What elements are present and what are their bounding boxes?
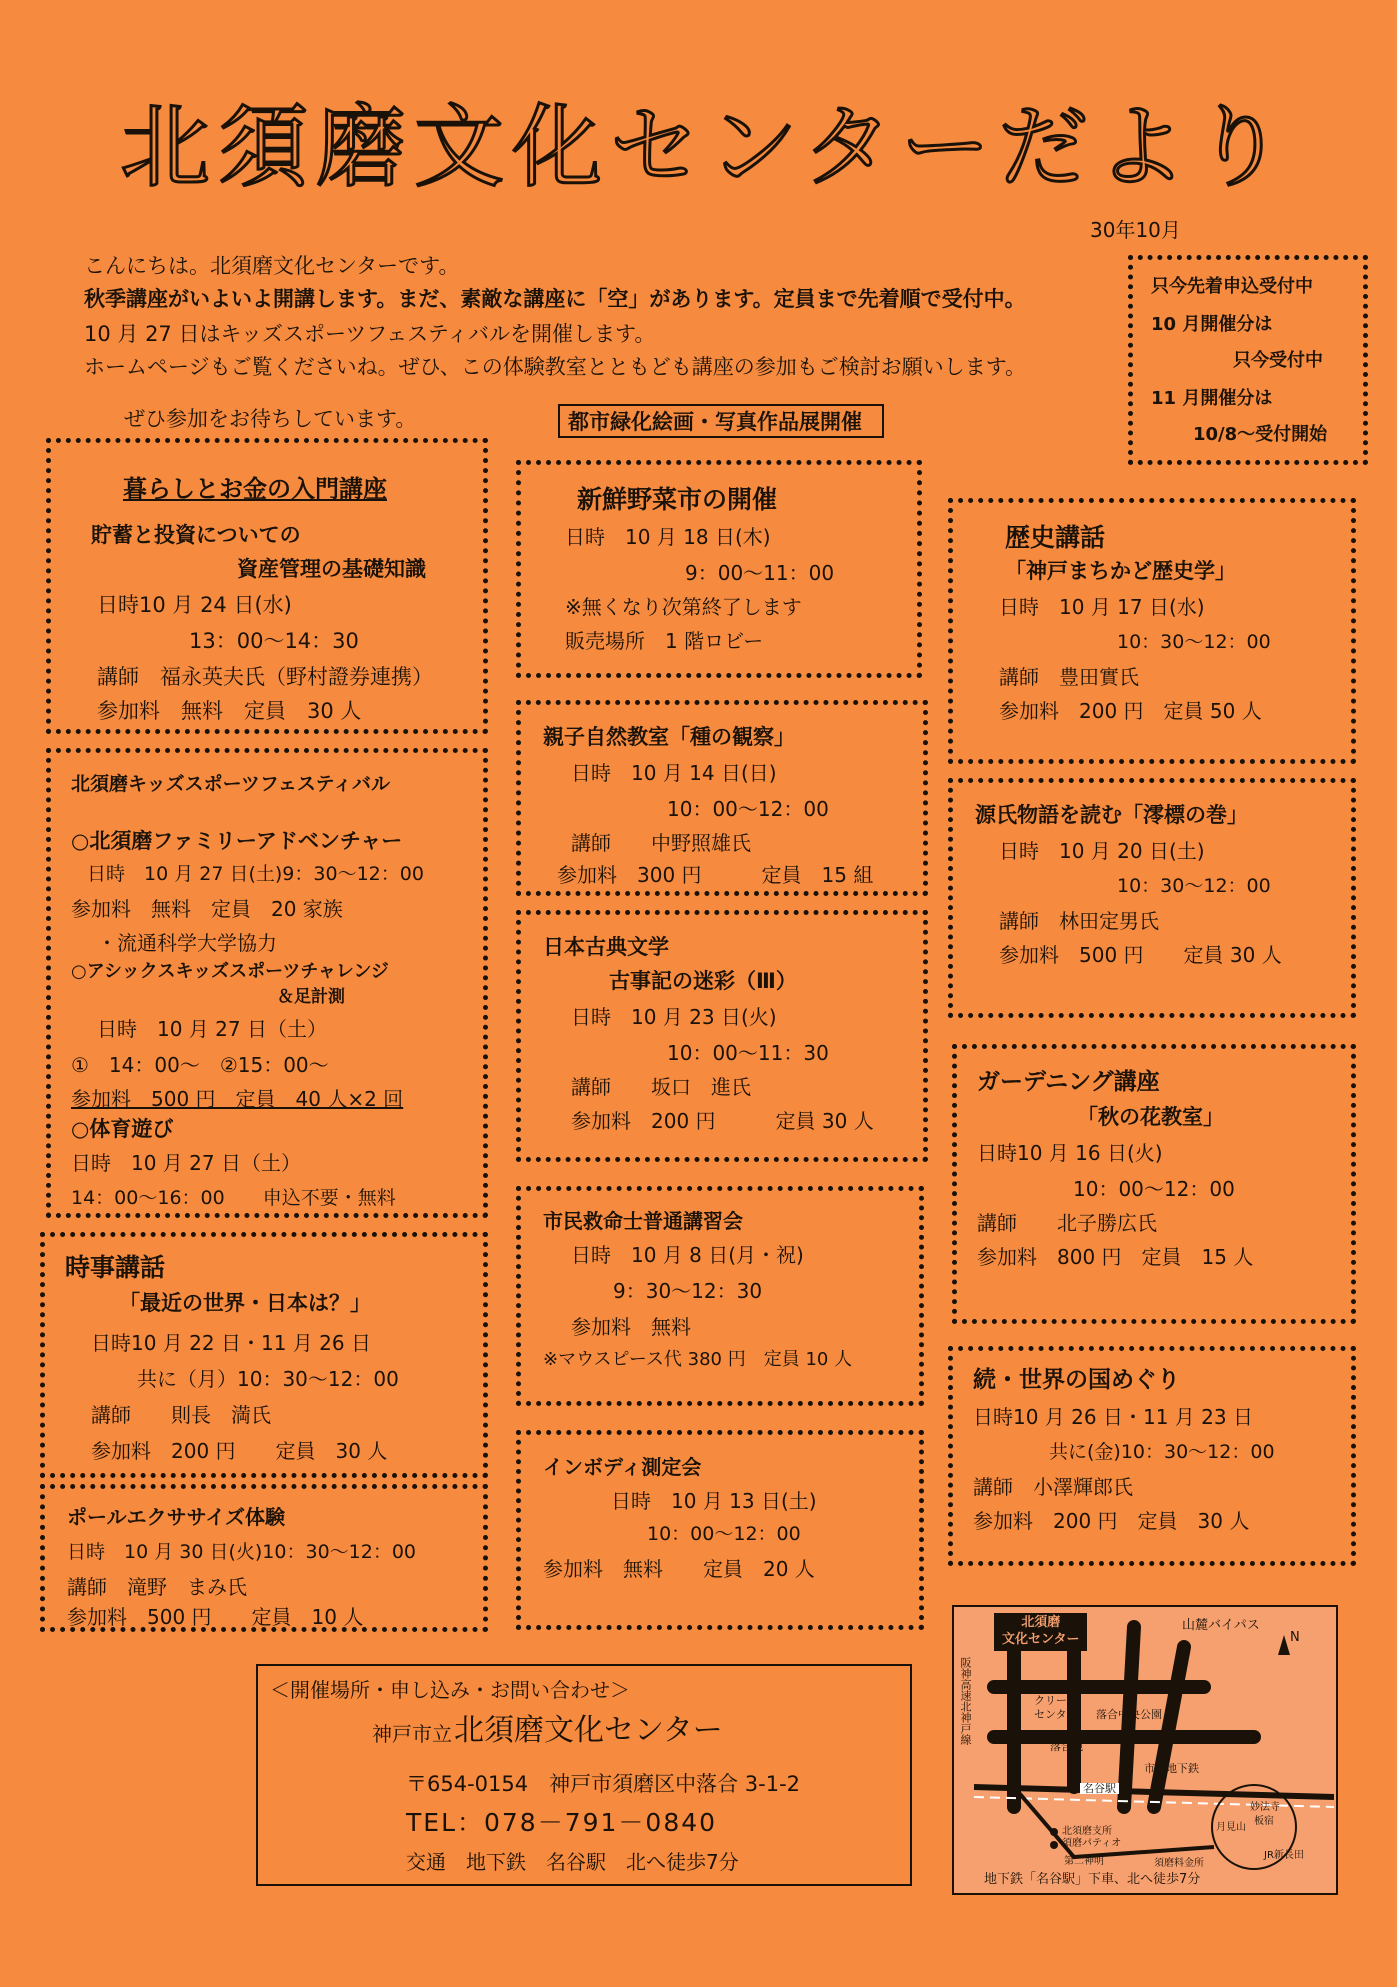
pole-date: 日時 10 月 30 日(火)10：30～12：00 <box>67 1541 417 1563</box>
history-date: 日時 10 月 17 日(水) <box>999 595 1205 619</box>
kids-b-time: ① 14：00～ ②15：00～ <box>71 1053 329 1077</box>
news-sub: 「最近の世界・日本は？」 <box>119 1291 371 1315</box>
exhibition-banner <box>558 404 884 438</box>
map-dot-1 <box>1050 1828 1058 1836</box>
rescue-date: 日時 10 月 8 日(月・祝) <box>571 1243 804 1267</box>
intro-line-2: 秋季講座がいよいよ開講します。まだ、素敵な講座に「空」があります。定員まで先着順で受付中。 <box>84 287 1026 311</box>
map-label-8: 第二神明 <box>1064 1856 1104 1867</box>
map-dot-2 <box>1050 1841 1058 1849</box>
vege-note: ※無くなり次第終了します <box>565 595 802 619</box>
nature-date: 日時 10 月 14 日(日) <box>571 761 777 785</box>
inbody-date: 日時 10 月 13 日(土) <box>611 1489 817 1513</box>
garden-fee: 参加料 800 円 定員 15 人 <box>977 1245 1254 1269</box>
nature-lecturer: 講師 中野照雄氏 <box>571 831 751 855</box>
money-lecturer: 講師 福永英夫氏（野村證券連携） <box>97 665 433 689</box>
map-road-label: 阪神高速北神戸線 <box>959 1657 972 1745</box>
kids-title: 北須磨キッズスポーツフェスティバル <box>71 773 391 795</box>
history-title: 歴史講話 <box>1005 523 1106 552</box>
history-sub: 「神戸まちかど歴史学」 <box>1005 559 1236 583</box>
garden-time: 10：00～12：00 <box>1073 1177 1235 1201</box>
map-label-12: JR新長田 <box>1264 1850 1304 1861</box>
intro-line-3: 10 月 27 日はキッズスポーツフェスティバルを開催します。 <box>84 322 656 346</box>
kids-b-title: ○アシックスキッズスポーツチャレンジ <box>71 961 389 982</box>
news-lecturer: 講師 則長 満氏 <box>91 1403 271 1427</box>
vege-title: 新鮮野菜市の開催 <box>577 485 778 514</box>
rescue-title: 市民救命士普通講習会 <box>543 1209 743 1233</box>
money-time: 13：00～14：30 <box>189 629 359 653</box>
course-box-nature <box>516 700 928 896</box>
map-label-5: 名谷駅 <box>1080 1783 1119 1794</box>
vege-place: 販売場所 1 階ロビー <box>565 629 764 653</box>
notice-line-1: 只今先着申込受付中 <box>1151 276 1313 297</box>
genji-date: 日時 10 月 20 日(土) <box>999 839 1205 863</box>
map-north: N <box>1290 1630 1300 1645</box>
genji-time: 10：30～12：00 <box>1117 875 1271 897</box>
classic-title: 日本古典文学 <box>543 935 669 959</box>
nature-fee: 参加料 300 円 定員 15 組 <box>557 863 874 887</box>
world-date: 日時10 月 26 日・11 月 23 日 <box>973 1405 1253 1429</box>
kids-a-title: ○北須磨ファミリーアドベンチャー <box>71 829 403 853</box>
money-date: 日時10 月 24 日(水) <box>97 593 292 617</box>
money-title: 暮らしとお金の入門講座 <box>123 475 387 503</box>
course-box-rescue <box>516 1186 924 1406</box>
world-fee: 参加料 200 円 定員 30 人 <box>973 1509 1250 1533</box>
classic-lecturer: 講師 坂口 進氏 <box>571 1075 751 1099</box>
classic-time: 10：00～11：30 <box>667 1041 829 1065</box>
vege-date: 日時 10 月 18 日(木) <box>565 525 771 549</box>
newsletter-title: 北須磨文化センターだより <box>120 95 1293 200</box>
kids-c-date: 日時 10 月 27 日（土） <box>71 1151 301 1175</box>
intro-line-5: ぜひ参加をお待ちしています。 <box>124 407 417 431</box>
classic-date: 日時 10 月 23 日(火) <box>571 1005 777 1029</box>
map-center-label-1: 北須磨 <box>1021 1615 1061 1630</box>
garden-date: 日時10 月 16 日(火) <box>977 1141 1163 1165</box>
rescue-fee: 参加料 無料 <box>571 1315 691 1339</box>
map-label-7: 須磨パティオ <box>1062 1838 1122 1849</box>
notice-line-2: 10 月開催分は <box>1151 314 1273 335</box>
genji-fee: 参加料 500 円 定員 30 人 <box>999 943 1282 967</box>
kids-a-date: 日時 10 月 27 日(土)9：30～12：00 <box>87 863 424 885</box>
contact-tel: TEL：078－791－0840 <box>406 1808 718 1837</box>
course-box-world <box>948 1346 1356 1566</box>
pole-lecturer: 講師 滝野 まみ氏 <box>67 1575 247 1599</box>
exhibition-text: 都市緑化絵画・写真作品展開催 <box>568 410 862 434</box>
classic-fee: 参加料 200 円 定員 30 人 <box>571 1109 874 1133</box>
map-center-marker <box>994 1613 1087 1651</box>
course-box-history <box>948 498 1356 764</box>
rescue-time: 9：30～12：30 <box>613 1279 763 1303</box>
news-time: 共に（月）10：30～12：00 <box>137 1367 399 1391</box>
map-label-3: 落合池 <box>1050 1740 1083 1753</box>
news-fee: 参加料 200 円 定員 30 人 <box>91 1439 388 1463</box>
notice-line-4: 11 月開催分は <box>1151 388 1273 409</box>
map-label-1: センター <box>1034 1708 1078 1721</box>
pole-fee: 参加料 500 円 定員 10 人 <box>67 1605 364 1629</box>
kids-a-fee: 参加料 無料 定員 20 家族 <box>71 897 343 921</box>
course-box-classic <box>516 910 928 1162</box>
rescue-note: ※マウスピース代 380 円 定員 10 人 <box>543 1349 853 1370</box>
course-box-money <box>46 438 488 734</box>
genji-lecturer: 講師 林田定男氏 <box>999 909 1159 933</box>
notice-line-5: 10/8～受付開始 <box>1193 424 1328 445</box>
map-center-label-2: 文化センター <box>1002 1631 1080 1647</box>
map-label-10: 板宿 <box>1254 1816 1274 1827</box>
application-notice-box <box>1128 255 1368 465</box>
course-box-news <box>40 1232 488 1478</box>
inbody-fee: 参加料 無料 定員 20 人 <box>543 1557 815 1581</box>
notice-line-3: 只今受付中 <box>1233 350 1323 371</box>
kids-c-time: 14：00～16：00 申込不要・無料 <box>71 1187 396 1209</box>
nature-time: 10：00～12：00 <box>667 797 829 821</box>
contact-box <box>256 1664 912 1886</box>
world-lecturer: 講師 小澤輝郎氏 <box>973 1475 1133 1499</box>
pole-title: ポールエクササイズ体験 <box>67 1505 285 1529</box>
course-box-inbody <box>516 1430 924 1630</box>
map-label-2: 落合中央公園 <box>1096 1708 1162 1721</box>
inbody-time: 10：00～12：00 <box>647 1523 801 1545</box>
world-title: 続・世界の国めぐり <box>973 1367 1180 1393</box>
course-box-kids <box>46 748 488 1218</box>
money-sub2: 資産管理の基礎知識 <box>237 557 426 581</box>
map-label-0: クリーン <box>1034 1694 1078 1707</box>
kids-b-fee: 参加料 500 円 定員 40 人×2 回 <box>71 1087 404 1111</box>
contact-heading: ＜開催場所・申し込み・お問い合わせ＞ <box>270 1678 630 1702</box>
garden-title: ガーデニング講座 <box>977 1069 1160 1095</box>
access-map <box>952 1605 1338 1895</box>
news-title: 時事講話 <box>65 1253 166 1282</box>
map-label-9: 妙法寺 <box>1250 1802 1280 1813</box>
nature-title: 親子自然教室「種の観察」 <box>543 725 795 749</box>
course-box-garden <box>952 1044 1356 1324</box>
news-date: 日時10 月 22 日・11 月 26 日 <box>91 1331 371 1355</box>
course-box-genji <box>948 778 1356 1018</box>
map-label-4: 市営地下鉄 <box>1144 1762 1199 1775</box>
north-arrow-icon <box>1278 1635 1290 1655</box>
map-bypass: 山麓バイパス <box>1182 1618 1260 1633</box>
map-label-11: 月見山 <box>1216 1822 1246 1833</box>
garden-lecturer: 講師 北子勝広氏 <box>977 1211 1157 1235</box>
issue-date: 30年10月 <box>1090 218 1181 242</box>
money-sub1: 貯蓄と投資についての <box>91 523 301 547</box>
history-fee: 参加料 200 円 定員 50 人 <box>999 699 1262 723</box>
world-time: 共に(金)10：30～12：00 <box>1049 1441 1275 1463</box>
inbody-title: インボディ測定会 <box>543 1455 702 1479</box>
intro-line-1: こんにちは。北須磨文化センターです。 <box>84 254 460 278</box>
money-fee: 参加料 無料 定員 30 人 <box>97 699 362 723</box>
course-box-pole <box>40 1484 488 1632</box>
genji-title: 源氏物語を読む「澪標の巻」 <box>975 803 1248 827</box>
kids-b-title2: ＆足計測 <box>277 987 345 1007</box>
history-time: 10：30～12：00 <box>1117 631 1271 653</box>
contact-address: 〒654-0154 神戸市須磨区中落合 3-1-2 <box>406 1772 801 1796</box>
garden-sub: 「秋の花教室」 <box>1077 1105 1224 1129</box>
classic-sub: 古事記の迷彩（Ⅲ） <box>609 969 797 993</box>
kids-c-title: ○体育遊び <box>71 1117 174 1141</box>
contact-name: 北須磨文化センター <box>454 1713 723 1748</box>
map-label-13: 須磨料金所 <box>1154 1858 1204 1869</box>
contact-access: 交通 地下鉄 名谷駅 北へ徒歩7分 <box>406 1850 739 1874</box>
vege-time: 9：00～11：00 <box>685 561 835 585</box>
map-label-6: 北須磨支所 <box>1062 1826 1112 1837</box>
map-caption: 地下鉄「名谷駅」下車、北へ徒歩7分 <box>984 1872 1201 1887</box>
kids-a-note: ・流通科学大学協力 <box>97 931 277 955</box>
history-lecturer: 講師 豊田實氏 <box>999 665 1139 689</box>
intro-line-4: ホームページもご覧くださいね。ぜひ、この体験教室とともども講座の参加もご検討お願いします。 <box>84 355 1027 379</box>
kids-b-date: 日時 10 月 27 日（土） <box>97 1017 327 1041</box>
contact-name-prefix: 神戸市立 <box>372 1722 452 1746</box>
course-box-vege <box>516 460 922 678</box>
